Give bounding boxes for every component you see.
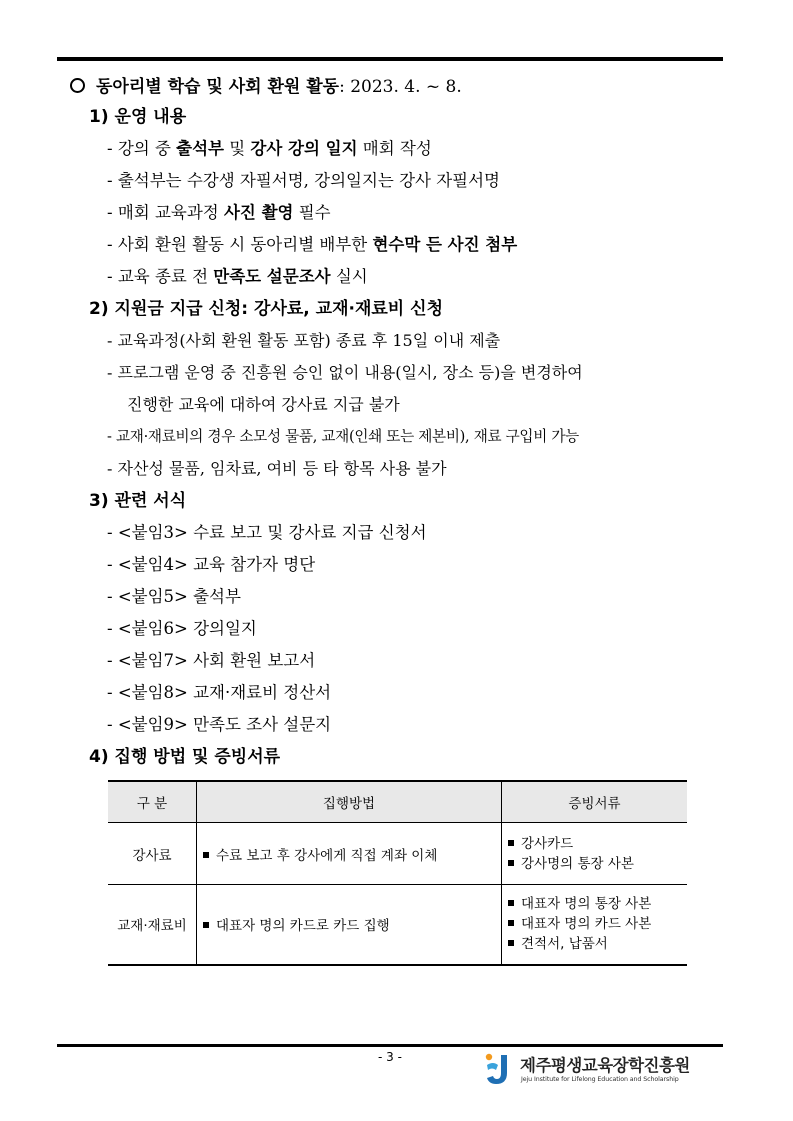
execution-table xyxy=(108,780,687,966)
cell-category: 강사료 xyxy=(108,823,197,885)
cell-method: 수료 보고 후 강사에게 직접 계좌 이체 xyxy=(197,823,502,885)
heading-title: 동아리별 학습 및 사회 환원 활동 xyxy=(96,77,340,97)
list-item: - <붙임7> 사회 환원 보고서 xyxy=(107,651,316,670)
list-item: - 교재·재료비의 경우 소모성 물품, 교재(인쇄 또는 제본비), 재료 구입비 가능 xyxy=(107,428,579,445)
table-header-row xyxy=(108,781,687,823)
institute-logo-icon xyxy=(484,1051,514,1087)
cell-docs: 대표자 명의 통장 사본 대표자 명의 카드 사본 견적서, 납품서 xyxy=(502,885,688,965)
list-item: - 교육 종료 전 만족도 설문조사 실시 xyxy=(107,267,368,286)
square-bullet-icon xyxy=(203,852,209,858)
cell-method: 대표자 명의 카드로 카드 집행 xyxy=(197,885,502,965)
list-item: - 매회 교육과정 사진 촬영 필수 xyxy=(107,203,331,222)
square-bullet-icon xyxy=(508,940,514,946)
bottom-rule xyxy=(57,1044,723,1047)
square-bullet-icon xyxy=(203,922,209,928)
org-name-english: Jeju Institute for Lifelong Education and Scholarship xyxy=(521,1076,679,1083)
list-item: - 출석부는 수강생 자필서명, 강의일지는 강사 자필서명 xyxy=(107,171,500,190)
page-number: - 3 - xyxy=(378,1050,402,1064)
header-category: 구 분 xyxy=(108,781,197,823)
cell-docs: 강사카드 강사명의 통장 사본 xyxy=(502,823,688,885)
list-item: - <붙임3> 수료 보고 및 강사료 지급 신청서 xyxy=(107,523,427,542)
section1-title: 1) 운영 내용 xyxy=(89,107,187,127)
list-item: - 자산성 물품, 임차료, 여비 등 타 항목 사용 불가 xyxy=(107,459,447,478)
section2-title: 2) 지원금 지급 신청: 강사료, 교재·재료비 신청 xyxy=(89,299,443,319)
square-bullet-icon xyxy=(508,920,514,926)
table-row xyxy=(108,885,687,965)
list-item: - 강의 중 출석부 및 강사 강의 일지 매회 작성 xyxy=(107,139,432,158)
square-bullet-icon xyxy=(508,900,514,906)
list-item: - <붙임9> 만족도 조사 설문지 xyxy=(107,715,332,734)
section3-title: 3) 관련 서식 xyxy=(89,491,187,511)
main-heading xyxy=(70,76,462,98)
header-method: 집행방법 xyxy=(197,781,502,823)
list-item: - <붙임5> 출석부 xyxy=(107,587,241,606)
section4-title: 4) 집행 방법 및 증빙서류 xyxy=(89,747,281,767)
list-item: - <붙임6> 강의일지 xyxy=(107,619,257,638)
square-bullet-icon xyxy=(508,860,514,866)
list-item: - <붙임4> 교육 참가자 명단 xyxy=(107,555,316,574)
circle-bullet-icon xyxy=(70,78,85,93)
cell-category: 교재·재료비 xyxy=(108,885,197,965)
top-rule xyxy=(57,57,723,61)
org-name-korean: 제주평생교육장학진흥원 xyxy=(520,1056,690,1075)
heading-period: : 2023. 4. ~ 8. xyxy=(339,77,462,97)
list-item-continuation: 진행한 교육에 대하여 강사료 지급 불가 xyxy=(127,395,400,414)
square-bullet-icon xyxy=(508,840,514,846)
table-row xyxy=(108,823,687,885)
list-item: - 사회 환원 활동 시 동아리별 배부한 현수막 든 사진 첨부 xyxy=(107,235,518,254)
header-docs: 증빙서류 xyxy=(502,781,688,823)
list-item: - 교육과정(사회 환원 활동 포함) 종료 후 15일 이내 제출 xyxy=(107,331,501,350)
list-item: - <붙임8> 교재·재료비 정산서 xyxy=(107,683,332,702)
list-item: - 프로그램 운영 중 진흥원 승인 없이 내용(일시, 장소 등)을 변경하여 xyxy=(107,363,583,382)
